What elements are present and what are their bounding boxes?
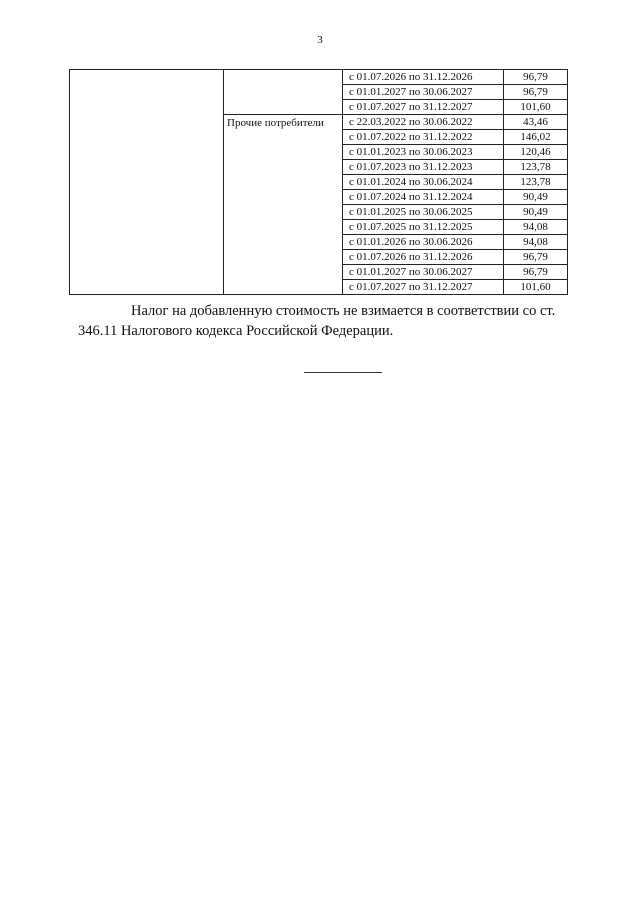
value-cell: 96,79 bbox=[504, 70, 568, 85]
period-cell: с 01.07.2027 по 31.12.2027 bbox=[343, 280, 504, 295]
value-cell: 90,49 bbox=[504, 190, 568, 205]
period-cell: с 01.07.2022 по 31.12.2022 bbox=[343, 130, 504, 145]
period-cell: с 01.01.2023 по 30.06.2023 bbox=[343, 145, 504, 160]
value-cell: 94,08 bbox=[504, 220, 568, 235]
blank-column-cell bbox=[70, 70, 224, 295]
period-cell: с 01.07.2026 по 31.12.2026 bbox=[343, 250, 504, 265]
value-cell: 94,08 bbox=[504, 235, 568, 250]
category-cell: Прочие потребители bbox=[224, 115, 343, 295]
period-cell: с 01.01.2027 по 30.06.2027 bbox=[343, 85, 504, 100]
vat-note-paragraph: Налог на добавленную стоимость не взимается в соответствии со ст. 346.11 Налогового кодекса Российской Федерации. bbox=[78, 302, 556, 339]
period-cell: с 01.07.2026 по 31.12.2026 bbox=[343, 70, 504, 85]
page-number: 3 bbox=[317, 34, 323, 46]
period-cell: с 01.01.2025 по 30.06.2025 bbox=[343, 205, 504, 220]
period-cell: с 01.07.2025 по 31.12.2025 bbox=[343, 220, 504, 235]
value-cell: 120,46 bbox=[504, 145, 568, 160]
period-cell: с 01.07.2027 по 31.12.2027 bbox=[343, 100, 504, 115]
period-cell: с 01.07.2024 по 31.12.2024 bbox=[343, 190, 504, 205]
value-cell: 43,46 bbox=[504, 115, 568, 130]
value-cell: 123,78 bbox=[504, 175, 568, 190]
value-cell: 96,79 bbox=[504, 250, 568, 265]
value-cell: 146,02 bbox=[504, 130, 568, 145]
value-cell: 96,79 bbox=[504, 265, 568, 280]
value-cell: 101,60 bbox=[504, 100, 568, 115]
value-cell: 123,78 bbox=[504, 160, 568, 175]
tariff-table bbox=[69, 69, 568, 295]
separator-line bbox=[304, 372, 382, 373]
period-cell: с 01.01.2027 по 30.06.2027 bbox=[343, 265, 504, 280]
period-cell: с 01.01.2024 по 30.06.2024 bbox=[343, 175, 504, 190]
category-cell bbox=[224, 70, 343, 115]
table-row bbox=[70, 70, 568, 85]
value-cell: 101,60 bbox=[504, 280, 568, 295]
period-cell: с 01.07.2023 по 31.12.2023 bbox=[343, 160, 504, 175]
value-cell: 90,49 bbox=[504, 205, 568, 220]
period-cell: с 22.03.2022 по 30.06.2022 bbox=[343, 115, 504, 130]
period-cell: с 01.01.2026 по 30.06.2026 bbox=[343, 235, 504, 250]
value-cell: 96,79 bbox=[504, 85, 568, 100]
